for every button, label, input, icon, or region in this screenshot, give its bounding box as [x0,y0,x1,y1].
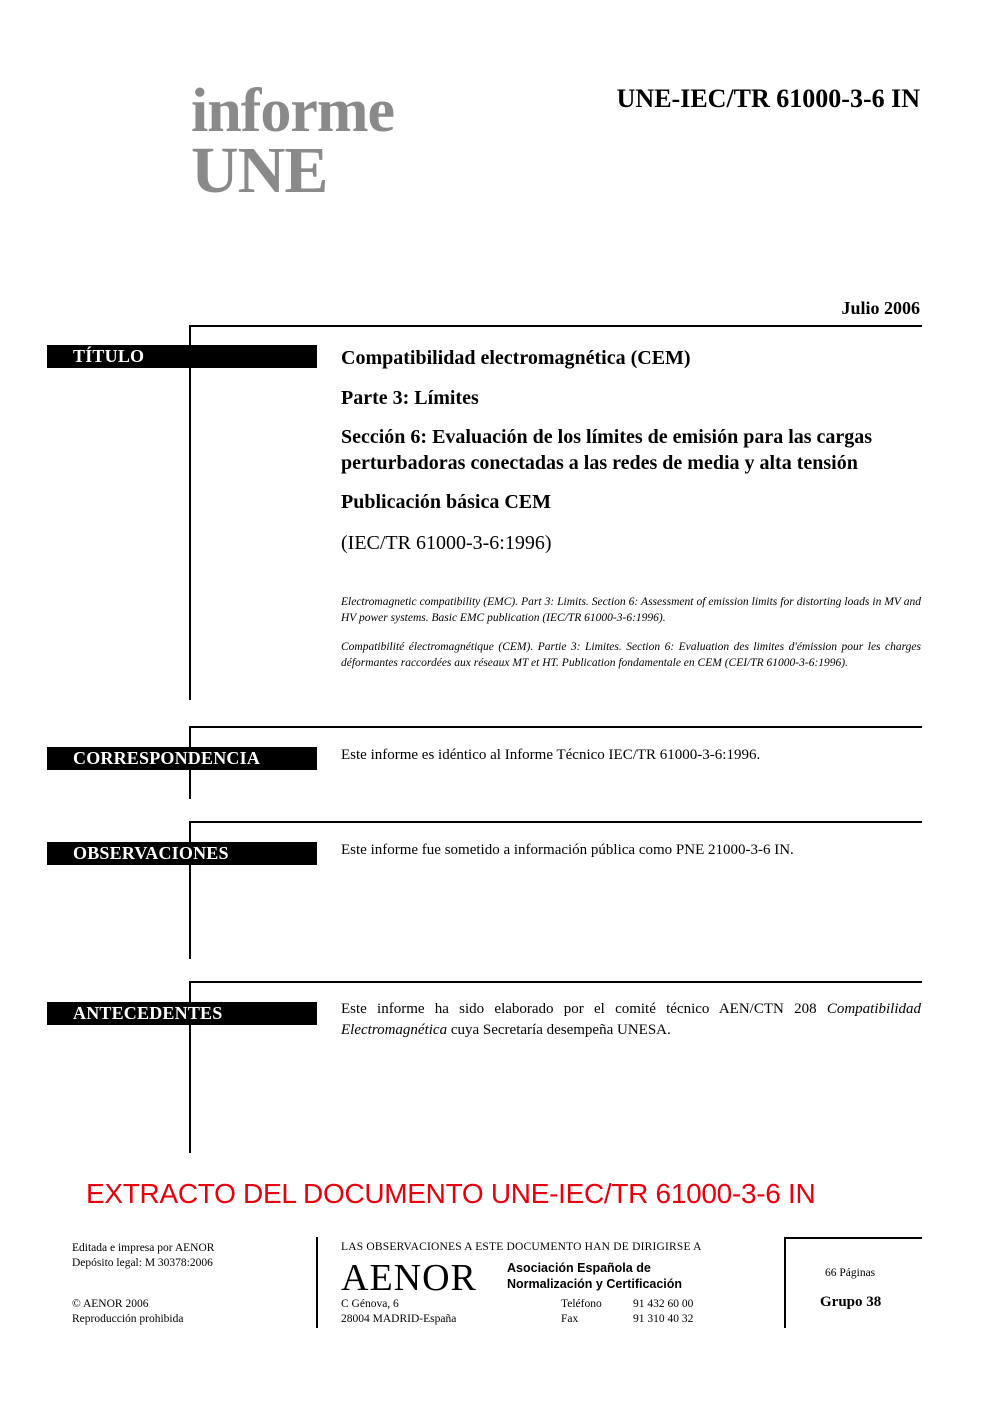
title-line-4: Publicación básica CEM [341,491,552,513]
footer-rights [72,1297,183,1327]
antecedentes-text-pre: Este informe ha sido elaborado por el comité técnico AEN/CTN 208 [341,1001,827,1017]
document-number: UNE-IEC/TR 61000-3-6 IN [616,84,920,113]
aenor-assoc-line2: Normalización y Certificación [507,1277,683,1291]
title-line-1: Compatibilidad electromagnética (CEM) [341,347,691,369]
label-titulo: TÍTULO [47,345,317,368]
footer-reproduction: Reproducción prohibida [72,1313,184,1325]
footer-observations-notice: LAS OBSERVACIONES A ESTE DOCUMENTO HAN DE DIRIGIRSE A [341,1241,702,1253]
english-title: Electromagnetic compatibility (EMC). Part 3: Limits. Section 6: Assessment of emission limits for distorting loads in MV and HV power systems. Basic EMC publication (IEC/TR 61000-3-6:1996). [341,596,921,624]
antecedentes-committee: Compatibilidad Electromagnética [341,1001,921,1038]
antecedentes-text-post: cuya Secretaría desempeña UNESA. [447,1022,671,1038]
footer-address-line2: 28004 MADRID-España [341,1313,457,1325]
footer-box-top [784,1237,922,1239]
footer-pages: 66 Páginas [825,1267,876,1279]
footer-contact-labels [561,1297,602,1327]
label-correspondencia: CORRESPONDENCIA [47,747,317,770]
antecedentes-text [341,999,921,1041]
observaciones-text: Este informe fue sometido a información pública como PNE 21000-3-6 IN. [341,842,794,858]
footer-phone-label: Teléfono [561,1298,602,1310]
label-observaciones: OBSERVACIONES [47,842,317,865]
vertical-rule-titulo [189,325,191,700]
footer-fax: 91 310 40 32 [633,1313,694,1325]
footer-divider-right [784,1237,786,1328]
footer-edited: Editada e impresa por AENOR [72,1242,215,1254]
french-title: Compatibilité électromagnétique (CEM). Partie 3: Limites. Section 6: Evaluation des limites d'émission pour les charges déformantes raccordées aux réseaux MT et HT. Publication fondamentale en CEM (CEI/TR 61000-3-6:1996). [341,641,921,669]
title-line-3b: perturbadoras conectadas a las redes de media y alta tensión [341,452,858,474]
label-antecedentes: ANTECEDENTES [47,1002,317,1025]
aenor-logo: AENOR [341,1257,477,1299]
footer-contact-values [633,1297,693,1327]
footer-fax-label: Fax [561,1313,579,1325]
footer-edition [72,1241,214,1271]
divider-titulo [189,325,922,327]
extract-watermark: EXTRACTO DEL DOCUMENTO UNE-IEC/TR 61000-3-6 IN [86,1178,816,1209]
footer-deposit: Depósito legal: M 30378:2006 [72,1257,213,1269]
divider-observaciones [189,821,922,823]
aenor-assoc-line1: Asociación Española de [507,1261,651,1275]
aenor-association [507,1260,682,1292]
footer-copyright: © AENOR 2006 [72,1298,149,1310]
footer-address-line1: C Génova, 6 [341,1298,399,1310]
brand-informe: informe [191,77,395,145]
title-line-3a: Sección 6: Evaluación de los límites de emisión para las cargas [341,426,873,448]
publication-date: Julio 2006 [841,298,920,318]
footer-divider-left [316,1237,318,1328]
divider-correspondencia [189,726,922,728]
title-line-2: Parte 3: Límites [341,387,479,409]
brand-une: UNE [191,134,328,207]
correspondencia-text: Este informe es idéntico al Informe Técnico IEC/TR 61000-3-6:1996. [341,747,761,763]
divider-antecedentes [189,981,922,983]
title-line-5: (IEC/TR 61000-3-6:1996) [341,532,552,554]
footer-address [341,1297,456,1327]
footer-phone: 91 432 60 00 [633,1298,694,1310]
footer-group: Grupo 38 [820,1294,882,1310]
